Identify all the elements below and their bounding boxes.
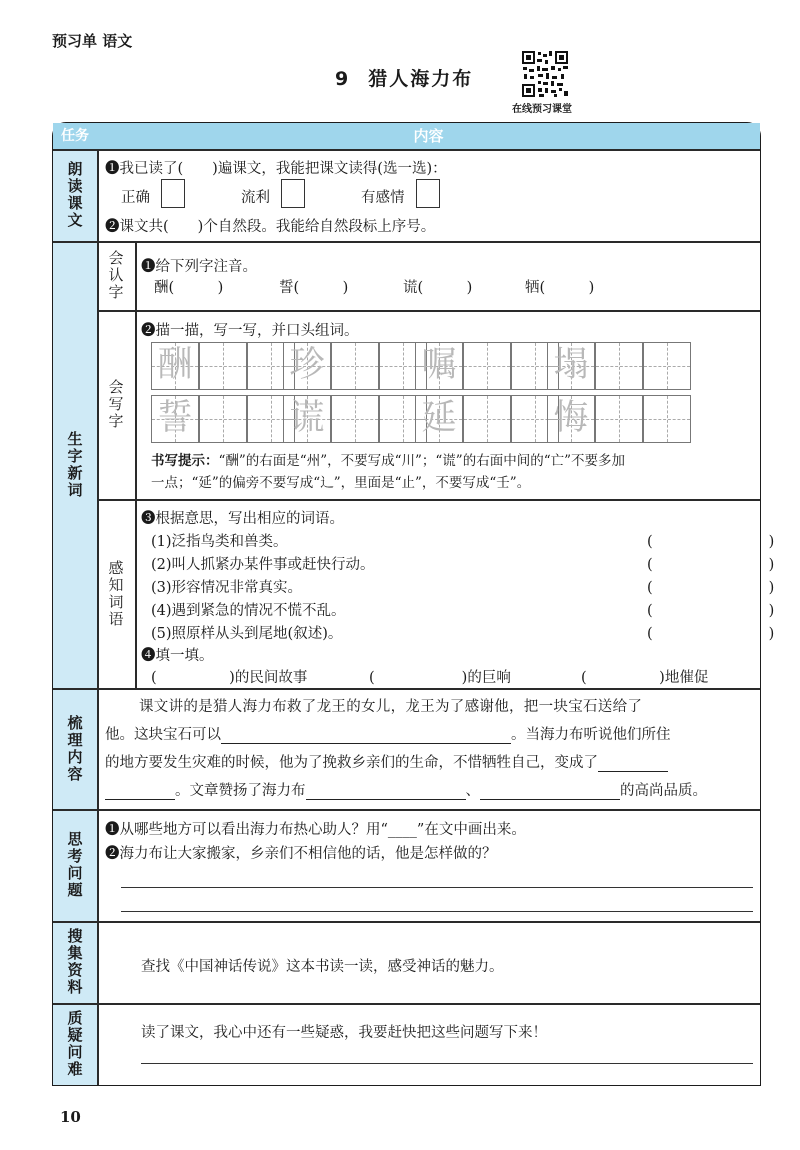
answer-line[interactable] <box>121 887 753 888</box>
summary-blank[interactable] <box>480 783 620 800</box>
collect-text: 查找《中国神话传说》这本书读一读，感受神话的魅力。 <box>141 959 504 975</box>
pinyin-item[interactable]: 牺( ) <box>525 280 595 296</box>
read-q2: ❷课文共( )个自然段。我能给自然段标上序号。 <box>105 219 436 235</box>
section-collect-label: 搜集资料 <box>65 928 84 996</box>
answer-paren[interactable]: ( ) <box>647 534 775 550</box>
read-option-label: 正确 <box>121 190 150 206</box>
answer-paren[interactable]: ( ) <box>647 626 775 642</box>
answer-line[interactable] <box>121 911 753 912</box>
doubt-text: 读了课文，我心中还有一些疑惑，我要赶快把这些问题写下来！ <box>141 1025 547 1041</box>
write-label: 会写字 <box>106 379 125 430</box>
writing-tip-line2: 一点；“延”的偏旁不要写成“辶”，里面是“止”，不要写成“壬”。 <box>151 475 531 491</box>
read-option-checkbox[interactable] <box>416 179 440 208</box>
pinyin-item[interactable]: 谎( ) <box>403 280 473 296</box>
trace-char: 延 <box>421 398 457 438</box>
answer-line[interactable] <box>141 1063 753 1064</box>
sense-item: (2)叫人抓紧办某件事或赶快行动。 <box>151 557 375 573</box>
section-think-label: 思考问题 <box>65 831 84 899</box>
answer-paren[interactable]: ( ) <box>647 603 775 619</box>
worksheet-table <box>52 122 775 1086</box>
read-q1: ❶我已读了( )遍课文，我能把课文读得(选一选)： <box>105 161 447 177</box>
writing-tip-line1: 书写提示：“酬”的右面是“州”，不要写成“川”；“谎”的右面中间的“亡”不要多加 <box>151 453 626 469</box>
write-instruction: ❷描一描，写一写，并口头组词。 <box>141 323 359 339</box>
summary-line3: 的地方要发生灾难的时候，他为了挽救乡亲们的生命，不惜牺牲自己，变成了 <box>105 751 668 772</box>
header-tag: 预习单 语文 <box>52 32 133 50</box>
col-task-header: 任务 <box>61 128 89 144</box>
summary-line1: 课文讲的是猎人海力布救了龙王的女儿，龙王为了感谢他，把一块宝石送给了 <box>139 699 643 715</box>
read-option-checkbox[interactable] <box>161 179 185 208</box>
lesson-name: 猎人海力布 <box>368 68 474 90</box>
qr-code-icon[interactable] <box>521 50 569 98</box>
sense-instruction: ❸根据意思，写出相应的词语。 <box>141 511 344 527</box>
sense-label: 感知词语 <box>106 559 125 628</box>
trace-char: 谎 <box>289 398 325 438</box>
page-number: 10 <box>60 1108 81 1126</box>
recognize-label: 会认字 <box>106 250 125 301</box>
section-read-label: 朗读课文 <box>65 161 84 229</box>
recognize-instruction: ❶给下列字注音。 <box>141 259 257 275</box>
section-words-label: 生字新词 <box>65 430 84 499</box>
lesson-number: 9 <box>335 68 351 90</box>
summary-line2: 他。这块宝石可以 。当海力布听说他们所住 <box>105 727 671 743</box>
sense-item: (3)形容情况非常真实。 <box>151 580 303 596</box>
read-option-checkbox[interactable] <box>281 179 305 208</box>
trace-char: 悔 <box>553 398 589 438</box>
fill-instruction: ❹填一填。 <box>141 648 214 664</box>
section-summary-label: 梳理内容 <box>65 714 84 783</box>
trace-char: 誓 <box>157 398 193 438</box>
summary-blank[interactable] <box>306 783 466 800</box>
fill-item[interactable]: ( )地催促 <box>581 670 709 686</box>
trace-char: 塌 <box>553 345 589 385</box>
sense-item: (5)照原样从头到尾地(叙述)。 <box>151 626 343 642</box>
trace-char: 酬 <box>157 345 193 385</box>
fill-item[interactable]: ( )的巨响 <box>369 670 511 686</box>
answer-paren[interactable]: ( ) <box>647 580 775 596</box>
read-option-label: 有感情 <box>361 190 405 206</box>
think-q2: ❷海力布让大家搬家，乡亲们不相信他的话，他是怎样做的？ <box>105 846 497 862</box>
sense-item: (1)泛指鸟类和兽类。 <box>151 534 288 550</box>
qr-label: 在线预习课堂 <box>512 104 572 115</box>
summary-line4: 。文章赞扬了海力布 、 的高尚品质。 <box>105 779 707 800</box>
pinyin-item[interactable]: 誓( ) <box>279 280 349 296</box>
writing-tip-label: 书写提示： <box>151 453 219 469</box>
fill-item[interactable]: ( )的民间故事 <box>151 670 308 686</box>
sense-item: (4)遇到紧急的情况不慌不乱。 <box>151 603 346 619</box>
section-doubt-label: 质疑问难 <box>65 1010 84 1078</box>
summary-blank[interactable] <box>221 727 511 744</box>
trace-char: 珍 <box>289 345 325 385</box>
answer-paren[interactable]: ( ) <box>647 557 775 573</box>
trace-char: 嘱 <box>421 345 457 385</box>
summary-blank[interactable] <box>105 783 175 800</box>
think-q1: ❶从哪些地方可以看出海力布热心助人？用“____”在文中画出来。 <box>105 822 526 838</box>
table-header <box>53 123 760 149</box>
summary-blank[interactable] <box>598 755 668 772</box>
col-content-header: 内容 <box>413 127 444 145</box>
lesson-title <box>335 64 473 91</box>
pinyin-item[interactable]: 酬( ) <box>154 280 224 296</box>
read-option-label: 流利 <box>241 190 270 206</box>
